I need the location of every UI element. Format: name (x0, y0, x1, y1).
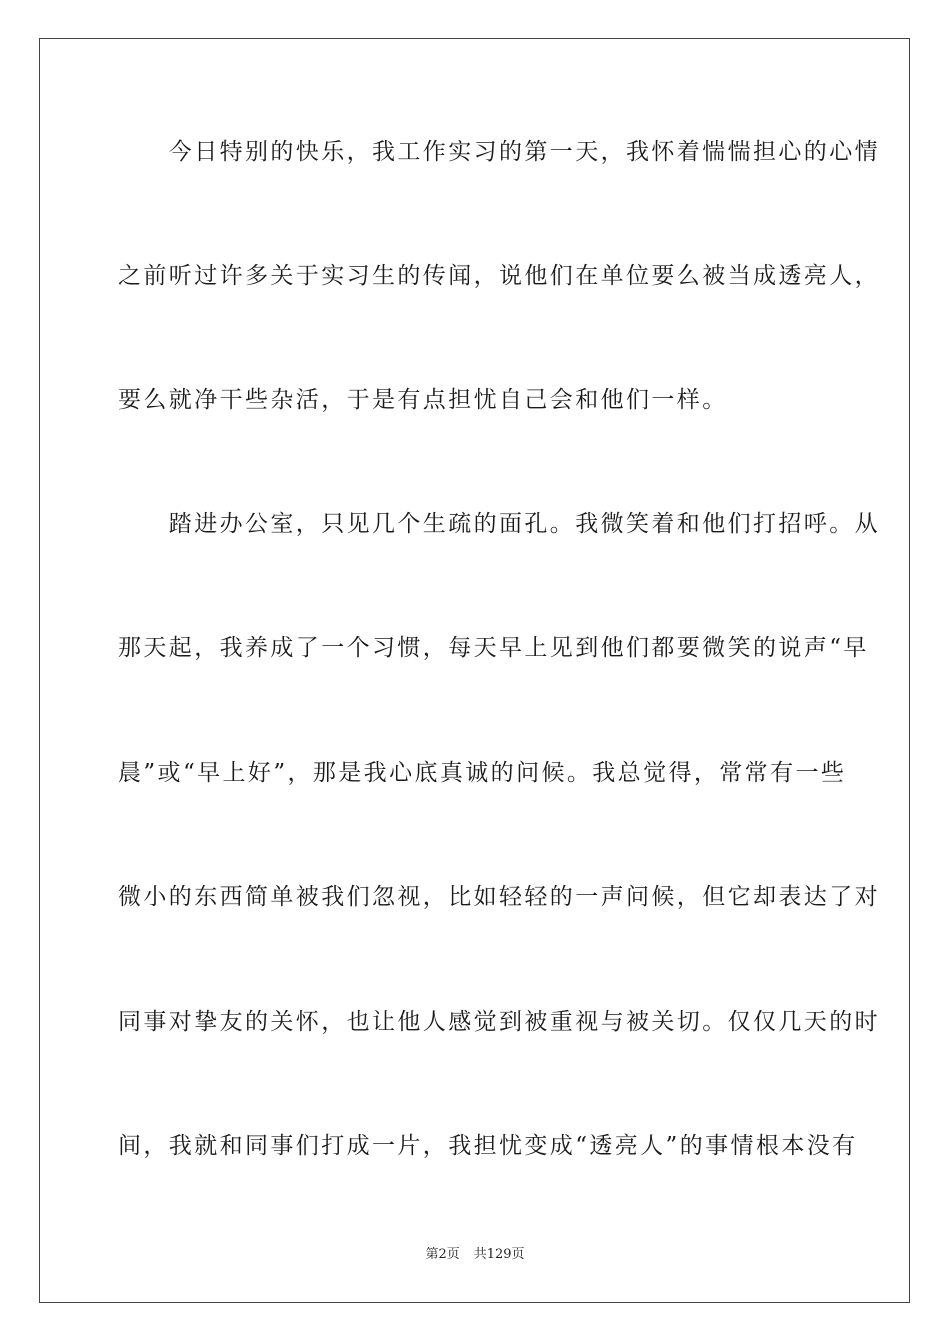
body-text-line: 要么就净干些杂活，于是有点担忧自己会和他们一样。 (118, 387, 728, 413)
page-border (39, 38, 910, 1303)
body-text-line: 间，我就和同事们打成一片，我担忧变成“透亮人”的事情根本没有 (118, 1133, 858, 1159)
page-footer (0, 1246, 950, 1264)
body-text-line: 之前听过许多关于实习生的传闻，说他们在单位要么被当成透亮人， (118, 263, 880, 289)
body-text-line: 同事对挚友的关怀，也让他人感觉到被重视与被关切。仅仅几天的时 (118, 1009, 880, 1035)
page-total: 共129页 (473, 1247, 525, 1262)
body-text-line: 那天起，我养成了一个习惯，每天早上见到他们都要微笑的说声“早 (118, 635, 869, 661)
body-text-line: 今日特别的快乐，我工作实习的第一天，我怀着惴惴担心的心情 (118, 139, 880, 165)
body-text-line: 晨”或“早上好”，那是我心底真诚的问候。我总觉得，常常有一些 (118, 760, 847, 786)
body-text-line: 踏进办公室，只见几个生疏的面孔。我微笑着和他们打招呼。从 (118, 511, 880, 537)
body-text-line: 微小的东西简单被我们忽视，比如轻轻的一声问候，但它却表达了对 (118, 884, 880, 910)
page-number: 第2页 (425, 1247, 460, 1262)
